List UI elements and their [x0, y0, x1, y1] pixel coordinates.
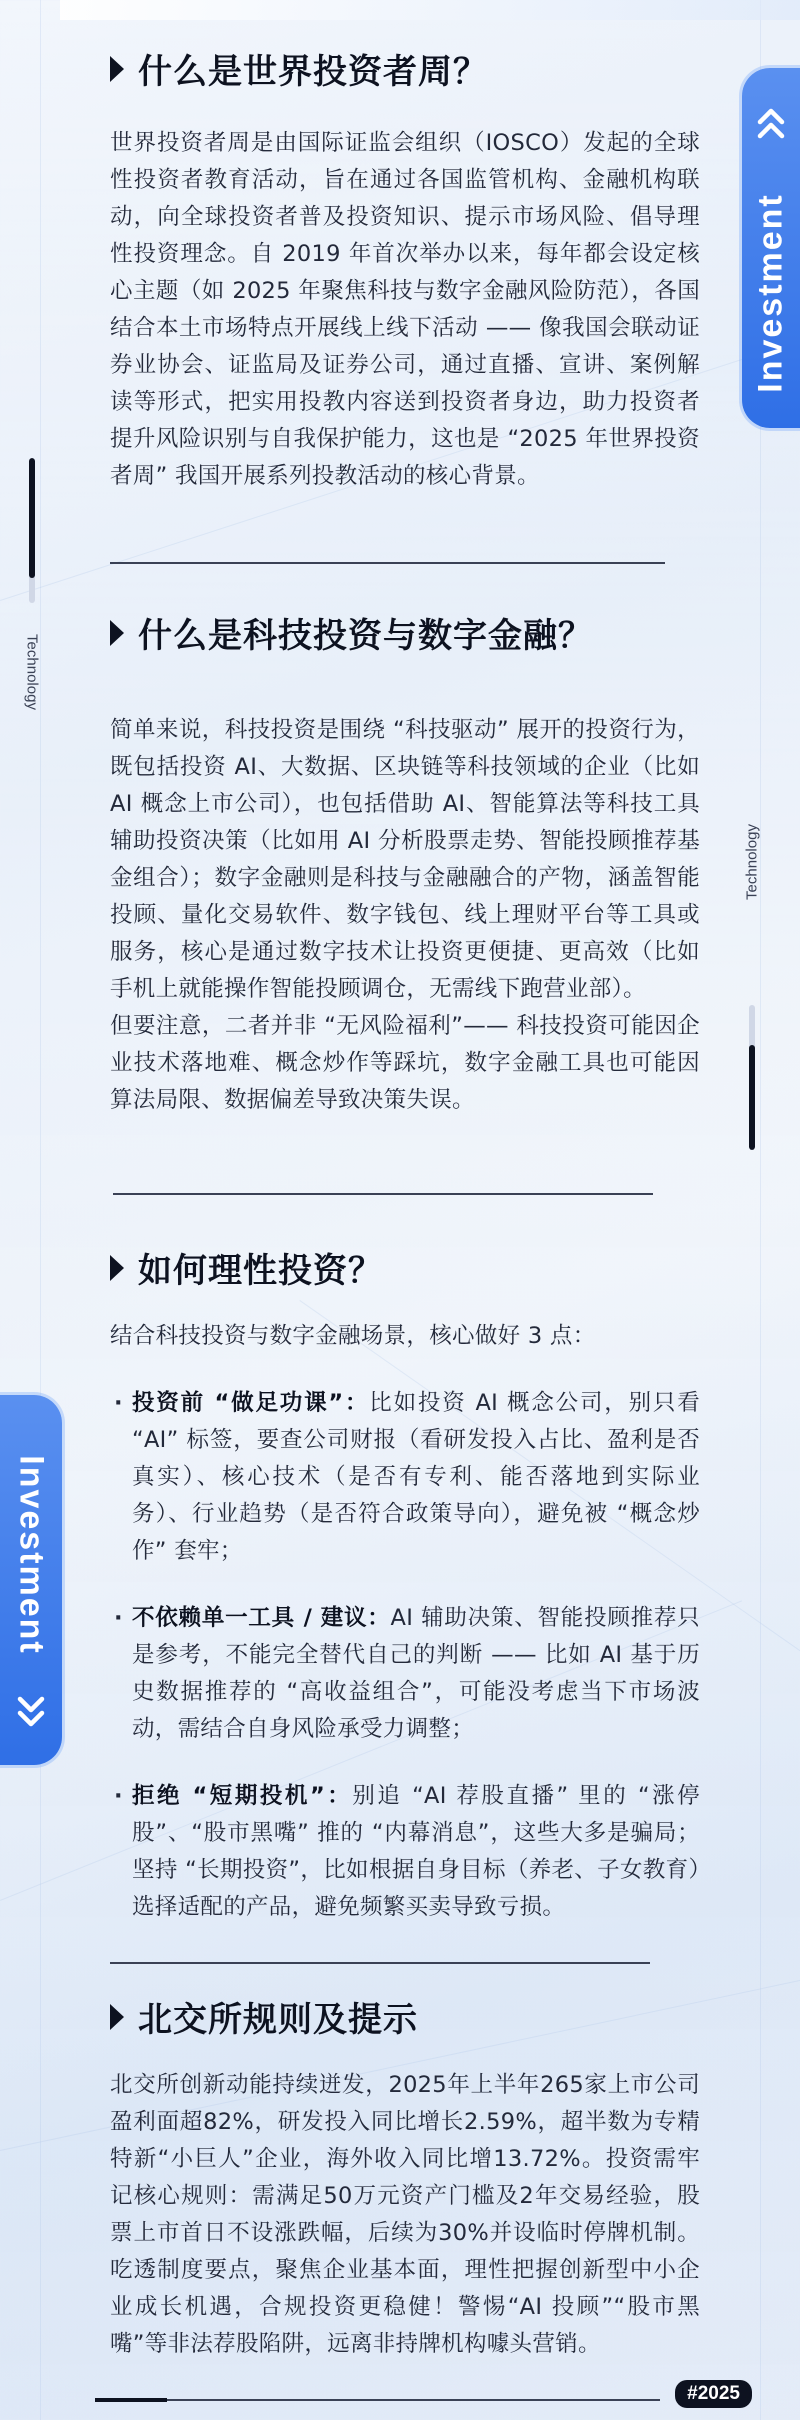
list-item: [110, 1778, 700, 1926]
tip-lead: 不依赖单一工具 / 建议：: [132, 1605, 391, 1631]
section-body: 简单来说，科技投资是围绕 “科技驱动” 展开的投资行为，既包括投资 AI、大数据、区块链等科技领域的企业（比如 AI 概念上市公司），也包括借助 AI、智能算法等科技工具辅助投资决策（比如用 AI 分析股票走势、智能投顾推荐基金组合）；数字金融则是科技与金融融合的产物，涵盖智能投顾、量化交易软件、数字钱包、线上理财平台等工具或服务，核心是通过数字技术让投资更便捷、更高效（比如手机上就能操作智能投顾调仓，无需线下跑营业部）。: [110, 717, 700, 1002]
section-divider: [110, 562, 665, 564]
section-title: 什么是世界投资者周？: [138, 52, 488, 92]
scroll-indicator-right: [749, 1005, 755, 1150]
footer-line: [95, 2399, 660, 2401]
tip-lead: 投资前 “做足功课”：: [132, 1390, 370, 1416]
section-world-investor-week: [110, 44, 700, 495]
triangle-bullet-icon: [110, 1255, 124, 1281]
double-chevron-up-icon: [756, 106, 786, 140]
section-bse-rules: [110, 1992, 700, 2363]
investment-label-left: Investment: [12, 1455, 51, 1655]
list-item: [110, 1600, 700, 1748]
section-body: 世界投资者周是由国际证监会组织（IOSCO）发起的全球性投资者教育活动，旨在通过各国监管机构、金融机构联动，向全球投资者普及投资知识、提示市场风险、倡导理性投资理念。自 2019 年首次举办以来，每年都会设定核心主题（如 2025 年聚焦科技与数字金融风险防范），各国结合本土市场特点开展线上线下活动 —— 像我国会联动证券业协会、证监局及证券公司，通过直播、宣讲、案例解读等形式，把实用投教内容送到投资者身边，助力投资者提升风险识别与自我保护能力，这也是 “2025 年世界投资者周” 我国开展系列投教活动的核心背景。: [110, 130, 700, 489]
investment-tab-right: [742, 68, 800, 428]
section-heading: [110, 1243, 700, 1292]
scroll-indicator-left: [29, 458, 35, 603]
double-chevron-down-icon: [16, 1695, 46, 1729]
section-heading: [110, 1992, 700, 2041]
section-body-warning: 但要注意，二者并非 “无风险福利”—— 科技投资可能因企业技术落地难、概念炒作等踩坑，数字金融工具也可能因算法局限、数据偏差导致决策失误。: [110, 1013, 700, 1113]
section-rational-investing: [110, 1243, 700, 1926]
triangle-bullet-icon: [110, 56, 124, 82]
triangle-bullet-icon: [110, 620, 124, 646]
section-intro: 结合科技投资与数字金融场景，核心做好 3 点：: [110, 1323, 596, 1349]
section-tech-investment: [110, 608, 700, 1119]
section-heading: [110, 608, 700, 657]
tips-list: [110, 1385, 700, 1926]
list-item: [110, 1385, 700, 1570]
section-title: 北交所规则及提示: [138, 2000, 418, 2040]
triangle-bullet-icon: [110, 2004, 124, 2030]
section-title: 如何理性投资？: [138, 1251, 383, 1291]
top-highlight-bar: [60, 0, 800, 20]
footer-line-accent: [95, 2398, 167, 2402]
section-divider: [113, 1193, 653, 1195]
section-divider: [110, 1962, 650, 1964]
technology-label-left: Technology: [23, 634, 41, 710]
tip-text: 别追 “AI 荐股直播” 里的 “涨停股”、“股市黑嘴” 推的 “内幕消息”，这些大多是骗局；坚持 “长期投资”，比如根据自身目标（养老、子女教育）选择适配的产品，避免频繁买卖导致亏损。: [132, 1783, 700, 1920]
year-hashtag-badge: #2025: [675, 2380, 752, 2408]
section-body: 北交所创新动能持续迸发，2025年上半年265家上市公司盈利面超82%，研发投入同比增长2.59%，超半数为专精特新“小巨人”企业，海外收入同比增13.72%。投资需牢记核心规则：需满足50万元资产门槛及2年交易经验，股票上市首日不设涨跌幅，后续为30%并设临时停牌机制。吃透制度要点，聚焦企业基本面，理性把握创新型中小企业成长机遇，合规投资更稳健！警惕“AI 投顾”“股市黑嘴”等非法荐股陷阱，远离非持牌机构噱头营销。: [110, 2072, 700, 2357]
technology-label-right: Technology: [743, 824, 761, 900]
section-title: 什么是科技投资与数字金融？: [138, 616, 593, 656]
tip-text: 比如投资 AI 概念公司，别只看 “AI” 标签，要查公司财报（看研发投入占比、盈利是否真实）、核心技术（是否有专利、能否落地到实际业务）、行业趋势（是否符合政策导向），避免被 “概念炒作” 套牢；: [132, 1390, 700, 1564]
tip-text: AI 辅助决策、智能投顾推荐只是参考，不能完全替代自己的判断 —— 比如 AI 基于历史数据推荐的 “高收益组合”，可能没考虑当下市场波动，需结合自身风险承受力调整；: [132, 1605, 700, 1742]
section-heading: [110, 44, 700, 93]
investment-label-right: Investment: [751, 193, 790, 393]
tip-lead: 拒绝 “短期投机”：: [132, 1783, 353, 1809]
investment-tab-left: [0, 1395, 62, 1765]
